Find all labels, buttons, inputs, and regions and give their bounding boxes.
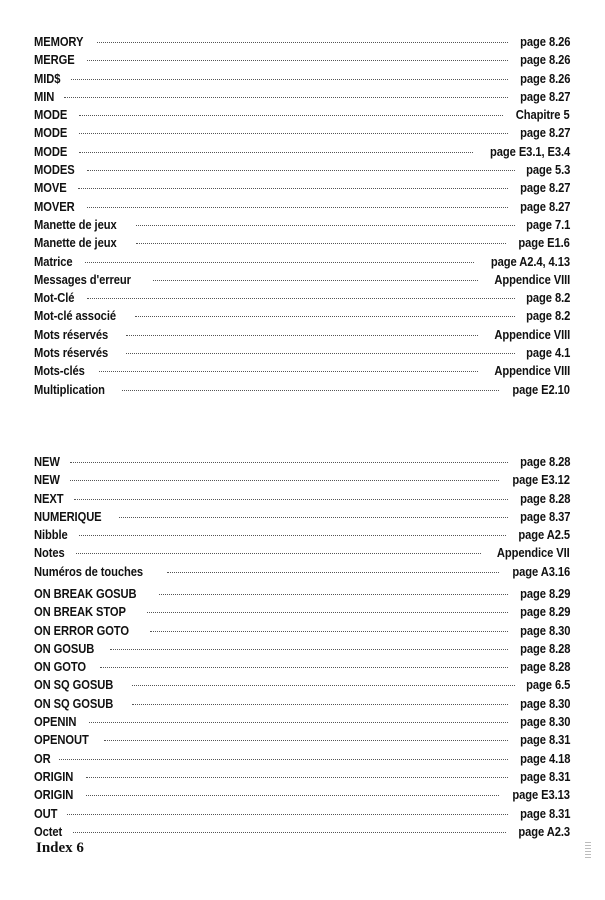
page-reference: page 8.27 [519,125,570,141]
index-term: NUMERIQUE [34,508,102,524]
index-term: Octet [34,823,63,839]
index-entry [34,676,570,694]
index-term: ON GOTO [34,659,87,675]
index-entry [34,381,570,399]
index-term: MOVER [34,198,75,214]
index-term: Mots réservés [34,326,109,342]
page-reference: page 4.1 [525,345,570,361]
dot-leader [74,499,507,500]
dot-leader [136,225,515,226]
dot-leader [59,759,507,760]
page-reference: page E3.12 [512,472,570,488]
dot-leader [167,572,499,573]
index-entry [34,216,570,234]
index-entry [34,234,570,252]
index-entry [34,823,570,841]
page-reference: page A2.4, 4.13 [490,253,570,269]
index-term: Manette de jeux [34,235,117,251]
index-term: MEMORY [34,34,84,49]
scan-artifact [585,842,591,858]
index-term: OPENIN [34,714,77,730]
dot-leader [159,594,507,595]
index-term: ON BREAK GOSUB [34,586,137,601]
index-entry [34,786,570,804]
page-reference: page 6.5 [525,677,570,693]
dot-leader [87,60,507,61]
index-entry [34,622,570,640]
index-term: Matrice [34,253,73,269]
index-term: Mot-clé associé [34,308,116,324]
index-term: Mot-Clé [34,290,75,306]
index-entry [34,179,570,197]
index-term: MODE [34,143,68,159]
dot-leader [86,777,508,778]
page-reference: page 8.28 [519,490,570,506]
page-reference: page 8.26 [519,52,570,68]
index-term: MOVE [34,180,67,196]
dot-leader [70,480,499,481]
index-entry [34,640,570,658]
page-reference: page 4.18 [519,750,570,766]
dot-leader [153,280,478,281]
index-entry [34,471,570,489]
index-entry [34,453,570,471]
index-term: Mots-clés [34,363,85,379]
page-reference: page 8.28 [519,659,570,675]
index-term: Numéros de touches [34,563,144,579]
dot-leader [79,152,473,153]
dot-leader [71,79,508,80]
index-term: NEW [34,454,60,469]
index-term: MODES [34,162,75,178]
page-reference: page 8.31 [519,768,570,784]
index-term: ON BREAK STOP [34,604,126,620]
dot-leader [87,298,515,299]
dot-leader [70,462,508,463]
dot-leader [85,262,474,263]
page-footer: Index 6 [36,840,84,856]
dot-leader [132,704,508,705]
page-reference: page 8.29 [519,604,570,620]
page-reference: page 8.37 [519,508,570,524]
dot-leader [126,353,515,354]
index-term: ON SQ GOSUB [34,677,114,693]
page-reference: page A3.16 [512,563,570,579]
dot-leader [136,243,506,244]
dot-leader [150,631,507,632]
index-entry [34,161,570,179]
index-entry [34,658,570,676]
index-term: NEXT [34,490,64,506]
dot-leader [73,832,506,833]
index-term: ON ERROR GOTO [34,622,129,638]
page-reference: page A2.5 [518,527,570,543]
index-entry [34,695,570,713]
dot-leader [87,207,507,208]
page-reference: page 8.30 [519,695,570,711]
index-entry [34,271,570,289]
index-term: MERGE [34,52,75,68]
index-entry [34,70,570,88]
index-entry [34,143,570,161]
index-term: Manette de jeux [34,216,117,232]
page-reference: page 8.29 [519,586,570,601]
dot-leader [104,740,508,741]
index-entry [34,362,570,380]
index-entry [34,544,570,562]
page-reference: page 8.30 [519,714,570,730]
index-term: ON SQ GOSUB [34,695,114,711]
index-term: OR [34,750,51,766]
dot-leader [99,371,478,372]
page-reference: page 8.28 [519,454,570,469]
index-entry [34,33,570,51]
page-reference: page 5.3 [525,162,570,178]
page-reference: Appendice VIII [494,271,570,287]
dot-leader [76,553,482,554]
index-entry [34,344,570,362]
index-entry [34,198,570,216]
index-entry [34,253,570,271]
index-entry [34,526,570,544]
index-entry [34,563,570,581]
index-entry [34,750,570,768]
index-term: Multiplication [34,381,105,397]
index-entry [34,106,570,124]
page-reference: page A2.3 [518,823,570,839]
page-reference: page E3.13 [512,787,570,803]
index-entry [34,805,570,823]
index-entry [34,307,570,325]
index-entry [34,124,570,142]
index-entry [34,508,570,526]
page-reference: Chapitre 5 [516,107,570,123]
dot-leader [147,612,508,613]
dot-leader [64,97,508,98]
dot-leader [86,795,499,796]
page-reference: page 8.2 [525,290,570,306]
dot-leader [67,814,507,815]
page-reference: page 8.26 [519,70,570,86]
page-reference: page E1.6 [518,235,570,251]
page-reference: page 8.27 [519,180,570,196]
dot-leader [119,517,508,518]
index-term: ORIGIN [34,787,74,803]
page-reference: Appendice VII [497,545,570,561]
index-entry [34,713,570,731]
dot-leader [78,188,508,189]
index-term: MIN [34,88,55,104]
dot-leader [79,535,506,536]
index-term: Mots réservés [34,345,109,361]
index-entry [34,731,570,749]
page-reference: page 8.31 [519,732,570,748]
index-entry [34,768,570,786]
index-term: Messages d'erreur [34,271,131,287]
dot-leader [79,115,504,116]
index-entry [34,490,570,508]
index-entry [34,326,570,344]
index-entry [34,585,570,603]
page-reference: page 8.2 [525,308,570,324]
dot-leader [79,133,508,134]
page-reference: page E3.1, E3.4 [489,143,570,159]
index-term: Notes [34,545,65,561]
page-reference: page 7.1 [525,216,570,232]
index-section-m [34,33,570,399]
index-term: ON GOSUB [34,640,95,656]
page-reference: page E2.10 [512,381,570,397]
page-reference: page 8.31 [519,805,570,821]
dot-leader [126,335,478,336]
index-term: ORIGIN [34,768,74,784]
index-term: NEW [34,472,60,488]
dot-leader [97,42,507,43]
index-section-o [34,585,570,841]
page-reference: page 8.27 [519,198,570,214]
index-entry [34,289,570,307]
index-entry [34,88,570,106]
dot-leader [135,316,514,317]
dot-leader [122,390,499,391]
index-term: MODE [34,125,68,141]
index-entry [34,603,570,621]
dot-leader [87,170,515,171]
page-reference: page 8.28 [519,640,570,656]
index-term: MODE [34,107,68,123]
page-reference: page 8.26 [519,34,570,49]
index-section-n [34,453,570,581]
dot-leader [89,722,507,723]
dot-leader [132,685,515,686]
dot-leader [110,649,508,650]
page-reference: Appendice VIII [494,326,570,342]
page-reference: page 8.27 [519,88,570,104]
index-term: MID$ [34,70,61,86]
index-entry [34,51,570,69]
index-term: OPENOUT [34,732,89,748]
dot-leader [100,667,507,668]
page-reference: Appendice VIII [494,363,570,379]
page-reference: page 8.30 [519,622,570,638]
index-term: OUT [34,805,58,821]
index-term: Nibble [34,527,68,543]
